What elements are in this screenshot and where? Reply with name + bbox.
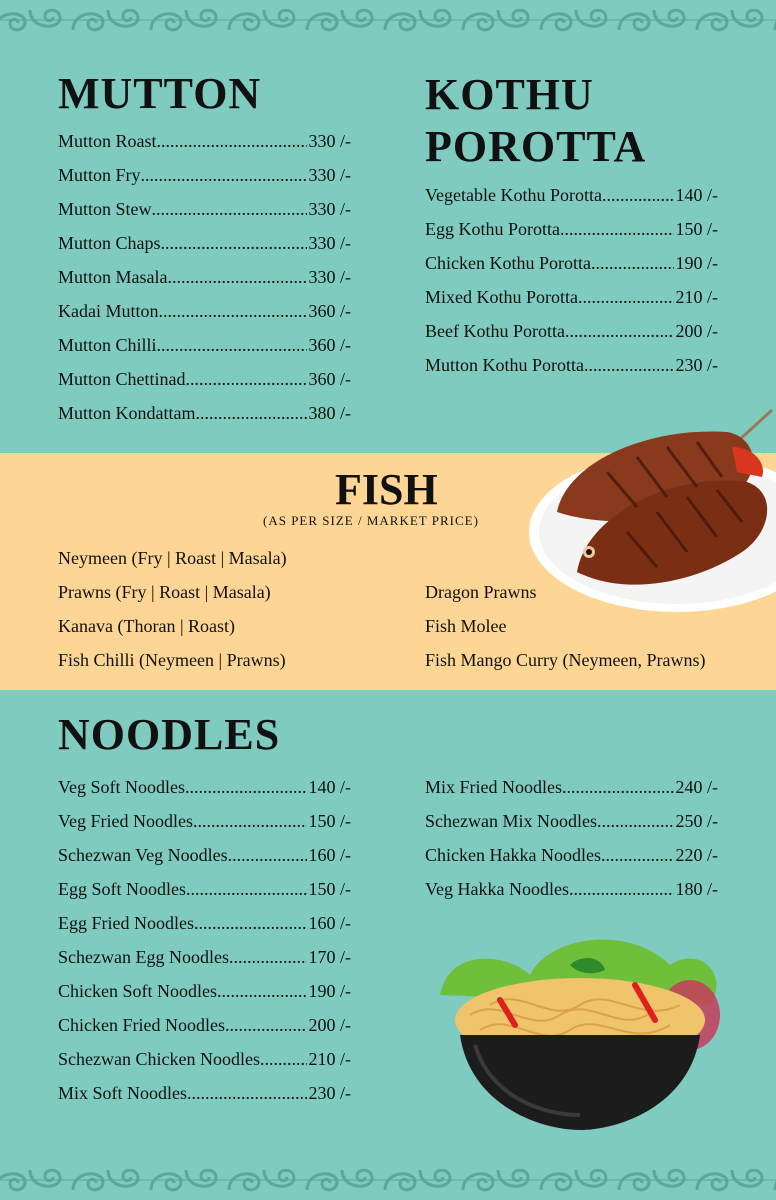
menu-item	[58, 880, 351, 898]
menu-item-price: 240 /-	[675, 777, 718, 797]
menu-item-price: 150 /-	[308, 879, 351, 899]
menu-item-name: Chicken Kothu Porotta	[425, 253, 591, 273]
dot-leader	[560, 220, 674, 238]
menu-item	[58, 404, 351, 422]
dot-leader	[186, 370, 307, 388]
menu-item	[58, 914, 351, 932]
menu-item	[58, 1016, 351, 1034]
menu-item-name: Mutton Masala	[58, 267, 168, 287]
dot-leader	[141, 166, 307, 184]
menu-item-name: Mutton Roast	[58, 131, 157, 151]
menu-item-price: 150 /-	[675, 219, 718, 239]
menu-item-price: 140 /-	[675, 185, 718, 205]
fried-fish-plate-image	[527, 402, 776, 614]
menu-item-name: Veg Soft Noodles	[58, 777, 185, 797]
menu-item-name: Egg Soft Noodles	[58, 879, 186, 899]
menu-item	[425, 288, 718, 306]
menu-item-price: 160 /-	[308, 845, 351, 865]
menu-item-price: 360 /-	[308, 335, 351, 355]
menu-item	[58, 778, 351, 796]
menu-item-name: Mutton Chaps	[58, 233, 161, 253]
dot-leader	[229, 948, 307, 966]
menu-item	[425, 254, 718, 272]
menu-item-name: Egg Kothu Porotta	[425, 219, 560, 239]
dot-leader	[187, 1084, 306, 1102]
menu-item-name: Schezwan Veg Noodles	[58, 845, 228, 865]
menu-item-name: Mutton Fry	[58, 165, 141, 185]
menu-item	[58, 370, 351, 388]
menu-item-name: Chicken Hakka Noodles	[425, 845, 601, 865]
bottom-ornament-border	[0, 1160, 776, 1200]
fish-item: Kanava (Thoran | Roast)	[58, 616, 236, 636]
menu-item-name: Mix Fried Noodles	[425, 777, 562, 797]
menu-item-name: Veg Hakka Noodles	[425, 879, 569, 899]
menu-item-price: 230 /-	[308, 1083, 351, 1103]
dot-leader	[565, 322, 674, 340]
dot-leader	[157, 336, 307, 354]
menu-item-price: 150 /-	[308, 811, 351, 831]
menu-item-price: 250 /-	[675, 811, 718, 831]
menu-item	[58, 132, 351, 150]
menu-item	[58, 846, 351, 864]
menu-item-price: 330 /-	[308, 131, 351, 151]
dot-leader	[186, 880, 307, 898]
menu-item	[58, 268, 351, 286]
menu-item-name: Beef Kothu Porotta	[425, 321, 565, 341]
menu-item-name: Mutton Kondattam	[58, 403, 196, 423]
menu-item-price: 360 /-	[308, 301, 351, 321]
menu-item	[425, 778, 718, 796]
menu-item	[58, 1050, 351, 1068]
fish-heading: FISH	[335, 465, 438, 514]
menu-item-price: 210 /-	[675, 287, 718, 307]
menu-item-price: 190 /-	[308, 981, 351, 1001]
fish-item: Fish Chilli (Neymeen | Prawns)	[58, 650, 286, 670]
dot-leader	[578, 288, 674, 306]
dot-leader	[159, 302, 307, 320]
dot-leader	[225, 1016, 307, 1034]
scroll-ornament-icon	[0, 0, 776, 40]
dot-leader	[193, 812, 307, 830]
kothu-heading-line1: KOTHU	[425, 70, 594, 119]
menu-item-name: Schezwan Chicken Noodles	[58, 1049, 260, 1069]
menu-item	[425, 812, 718, 830]
dot-leader	[194, 914, 307, 932]
dot-leader	[168, 268, 307, 286]
mutton-heading: MUTTON	[58, 69, 262, 118]
menu-item	[58, 200, 351, 218]
menu-item	[58, 234, 351, 252]
menu-item-price: 360 /-	[308, 369, 351, 389]
noodles-bowl-image	[430, 925, 730, 1140]
menu-item-name: Mutton Chettinad	[58, 369, 186, 389]
dot-leader	[196, 404, 307, 422]
menu-item-name: Veg Fried Noodles	[58, 811, 193, 831]
dot-leader	[591, 254, 674, 272]
menu-item-price: 330 /-	[308, 199, 351, 219]
menu-item-name: Kadai Mutton	[58, 301, 159, 321]
dot-leader	[569, 880, 674, 898]
menu-item-name: Schezwan Egg Noodles	[58, 947, 229, 967]
dot-leader	[602, 186, 674, 204]
scroll-ornament-icon	[0, 1160, 776, 1200]
menu-item-name: Chicken Soft Noodles	[58, 981, 217, 1001]
menu-item	[425, 356, 718, 374]
menu-item	[425, 880, 718, 898]
dot-leader	[597, 812, 674, 830]
dot-leader	[260, 1050, 307, 1068]
menu-item-name: Mutton Kothu Porotta	[425, 355, 585, 375]
menu-item	[425, 322, 718, 340]
dot-leader	[152, 200, 307, 218]
dot-leader	[161, 234, 307, 252]
menu-item-price: 380 /-	[308, 403, 351, 423]
menu-item	[58, 1084, 351, 1102]
menu-item-name: Schezwan Mix Noodles	[425, 811, 597, 831]
fish-item: Fish Mango Curry (Neymeen, Prawns)	[425, 650, 706, 670]
noodles-heading: NOODLES	[58, 710, 281, 759]
menu-item-price: 140 /-	[308, 777, 351, 797]
dot-leader	[601, 846, 674, 864]
menu-item-name: Mutton Chilli	[58, 335, 157, 355]
menu-item	[425, 186, 718, 204]
menu-item	[425, 846, 718, 864]
dot-leader	[562, 778, 674, 796]
menu-item-price: 210 /-	[308, 1049, 351, 1069]
menu-item-price: 200 /-	[308, 1015, 351, 1035]
fish-item: Prawns (Fry | Roast | Masala)	[58, 582, 271, 602]
menu-item-price: 160 /-	[308, 913, 351, 933]
kothu-heading-line2: POROTTA	[425, 122, 647, 171]
dot-leader	[185, 778, 307, 796]
menu-item-price: 230 /-	[675, 355, 718, 375]
menu-item-name: Mutton Stew	[58, 199, 152, 219]
menu-item-name: Chicken Fried Noodles	[58, 1015, 225, 1035]
menu-item-name: Mix Soft Noodles	[58, 1083, 188, 1103]
menu-item-price: 330 /-	[308, 165, 351, 185]
menu-item-price: 170 /-	[308, 947, 351, 967]
menu-item	[58, 302, 351, 320]
menu-item-price: 330 /-	[308, 233, 351, 253]
dot-leader	[228, 846, 307, 864]
menu-item-price: 220 /-	[675, 845, 718, 865]
menu-item	[58, 982, 351, 1000]
top-ornament-border	[0, 0, 776, 40]
menu-item	[425, 220, 718, 238]
fish-subtitle: (AS PER SIZE / MARKET PRICE)	[263, 513, 479, 528]
menu-item	[58, 336, 351, 354]
fish-item: Dragon Prawns	[425, 582, 537, 602]
menu-item	[58, 948, 351, 966]
dot-leader	[217, 982, 307, 1000]
menu-item-price: 180 /-	[675, 879, 718, 899]
menu-item	[58, 812, 351, 830]
menu-item	[58, 166, 351, 184]
menu-item-price: 200 /-	[675, 321, 718, 341]
menu-item-name: Egg Fried Noodles	[58, 913, 194, 933]
menu-item-price: 330 /-	[308, 267, 351, 287]
dot-leader	[157, 132, 307, 150]
menu-item-name: Vegetable Kothu Porotta	[425, 185, 602, 205]
menu-item-price: 190 /-	[675, 253, 718, 273]
dot-leader	[584, 356, 673, 374]
fish-item: Neymeen (Fry | Roast | Masala)	[58, 548, 287, 568]
fish-item: Fish Molee	[425, 616, 507, 636]
menu-item-name: Mixed Kothu Porotta	[425, 287, 578, 307]
